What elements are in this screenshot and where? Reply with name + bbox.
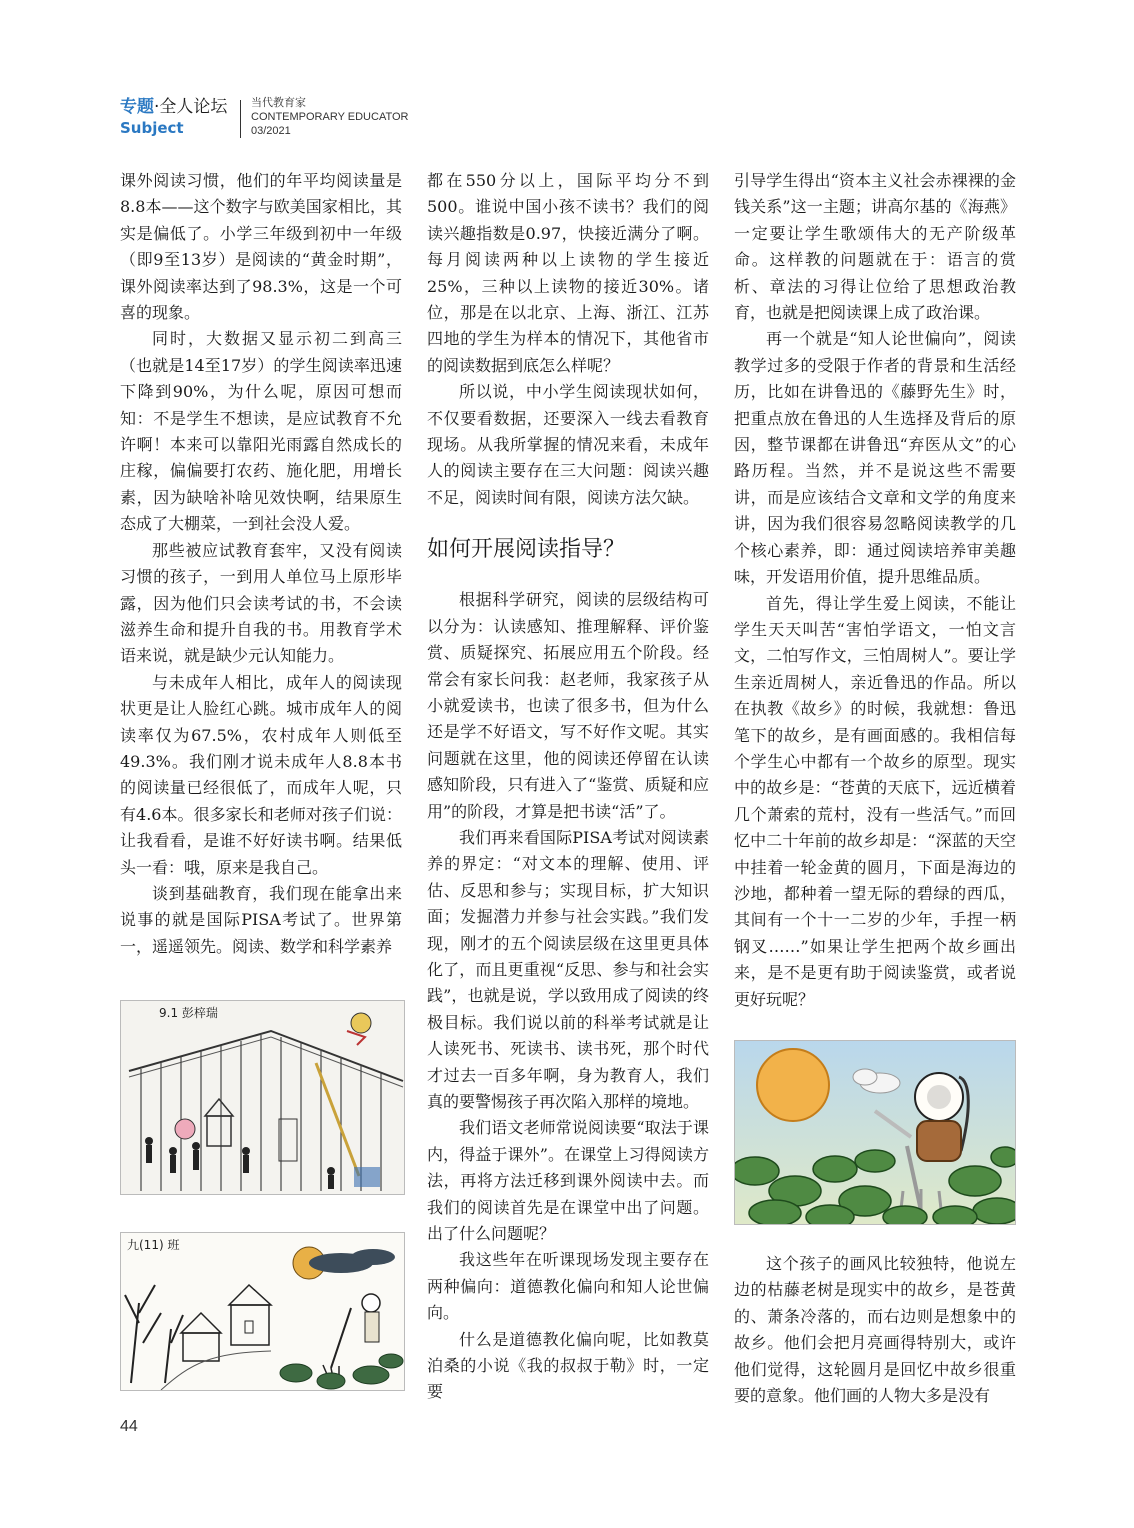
paragraph: 与未成年人相比，成年人的阅读现状更是让人脸红心跳。城市成年人的阅读率仅为67.5%，农村成年人则低至49.3%。我们刚才说未成年人8.8本书的阅读量已经很低了，而成年人呢，只有4.6本。很多家长和老师对孩子们说：让我看看，是谁不好好读书啊。结果低头一看：哦，原来是我自己。 (120, 672, 402, 877)
section-title: 如何开展阅读指导？ (427, 537, 626, 563)
drawing-village-illustration (121, 1233, 404, 1390)
page-number: 44 (120, 1418, 138, 1435)
brand-forum: ·全人论坛 (154, 97, 228, 117)
paragraph: 课外阅读习惯，他们的年平均阅读量是8.8本——这个数字与欧美国家相比，其实是偏低了。小学三年级到初中一年级（即9至13岁）是阅读的“黄金时期”，课外阅读率达到了98.3%，这是一个可喜的现象。 (120, 171, 402, 323)
paragraph: 引导学生得出“资本主义社会赤裸裸的金钱关系”这一主题；讲高尔基的《海燕》一定要让学生歌颂伟大的无产阶级革命。这样教的问题就在于：语言的赏析、章法的习得让位给了思想政治教育，也就是把阅读课上成了政治课。 (734, 171, 1016, 323)
magazine-info (251, 96, 409, 138)
drawing-moon-melon-illustration (735, 1041, 1015, 1224)
student-drawing-2 (120, 1232, 405, 1391)
paragraph: 同时，大数据又显示初二到高三（也就是14至17岁）的学生阅读率迅速下降到90%，为什么呢，原因可想而知：不是学生不想读，是应试教育不允许啊！本来可以靠阳光雨露自然成长的庄稼，偏偏要打农药、施化肥，用增长素，因为缺啥补啥见效快啊，结果原生态成了大棚菜，一到社会没人爱。 (120, 329, 402, 534)
issue-number: 03/2021 (251, 125, 291, 137)
magazine-name-cn: 当代教育家 (251, 97, 306, 109)
paragraph: 什么是道德教化偏向呢，比如教莫泊桑的小说《我的叔叔于勒》时，一定要 (427, 1329, 709, 1402)
paragraph: 谈到基础教育，我们现在能拿出来说事的就是国际PISA考试了。世界第一，遥遥领先。阅读、数学和科学素养 (120, 883, 402, 956)
paragraph: 都在550分以上，国际平均分不到500。谁说中国小孩不读书？我们的阅读兴趣指数是0.97，快接近满分了啊。每月阅读两种以上读物的学生接近25%，三种以上读物的接近30%。诸位，那是在以北京、上海、浙江、江苏四地的学生为样本的情况下，其他省市的阅读数据到底怎么样呢？ (427, 171, 709, 375)
magazine-name-en: CONTEMPORARY EDUCATOR (251, 111, 409, 123)
student-drawing-3 (734, 1040, 1016, 1225)
paragraph: 首先，得让学生爱上阅读，不能让学生天天叫苦“害怕学语文，一怕文言文，二怕写作文，三怕周树人”。要让学生亲近周树人，亲近鲁迅的作品。所以在执教《故乡》的时候，我就想：鲁迅笔下的故乡，是有画面感的。我相信每个学生心中都有一个故乡的原型。现实中的故乡是：“苍黄的天底下，远近横着几个萧索的荒村，没有一些活气。”而回忆中二十年前的故乡却是：“深蓝的天空中挂着一轮金黄的圆月，下面是海边的沙地，都种着一望无际的碧绿的西瓜，其间有一个十一二岁的少年，手捏一柄钢叉……”如果让学生把两个故乡画出来，是不是更有助于阅读鉴赏，或者说更好玩呢？ (734, 593, 1016, 1009)
brand-main: 专题 (120, 97, 154, 117)
header-divider (240, 100, 241, 138)
column-brand (120, 96, 238, 138)
paragraph: 我们语文老师常说阅读要“取法于课内，得益于课外”。在课堂上习得阅读方法，再将方法迁移到课外阅读中去。而我们的阅读首先是在课堂中出了问题。出了什么问题呢？ (427, 1118, 709, 1244)
drawing-2-handwriting: 九(11) 班 (127, 1238, 180, 1252)
paragraph: 所以说，中小学生阅读现状如何，不仅要看数据，还要深入一线去看教育现场。从我所掌握的情况来看，未成年人的阅读主要存在三大问题：阅读兴趣不足，阅读时间有限，阅读方法欠缺。 (427, 382, 709, 507)
column-2 (427, 168, 709, 1406)
drawing-barn-illustration (121, 1001, 404, 1194)
paragraph: 我这些年在听课现场发现主要存在两种偏向：道德教化偏向和知人论世偏向。 (427, 1250, 709, 1323)
drawing-1-handwriting: 9.1 彭梓瑞 (159, 1006, 218, 1020)
paragraph: 再一个就是“知人论世偏向”，阅读教学过多的受限于作者的背景和生活经历，比如在讲鲁迅的《藤野先生》时，把重点放在鲁迅的人生选择及背后的原因，整节课都在讲鲁迅“弃医从文”的心路历程。当然，并不是说这些不需要讲，而是应该结合文章和文学的角度来讲，因为我们很容易忽略阅读教学的几个核心素养，即：通过阅读培养审美趣味，开发语用价值，提升思维品质。 (734, 329, 1016, 587)
column-1 (120, 168, 402, 960)
student-drawing-1 (120, 1000, 405, 1195)
paragraph: 根据科学研究，阅读的层级结构可以分为：认读感知、推理解释、评价鉴赏、质疑探究、拓展应用五个阶段。经常会有家长问我：赵老师，我家孩子从小就爱读书，也读了很多书，但为什么还是学不好语文，写不好作文呢。其实问题就在这里，他的阅读还停留在认读感知阶段，只有进入了“鉴赏、质疑和应用”的阶段，才算是把书读“活”了。 (427, 590, 709, 821)
paragraph: 这个孩子的画风比较独特，他说左边的枯藤老树是现实中的故乡，是苍黄的、萧条冷落的，而右边则是想象中的故乡。他们会把月亮画得特别大，或许他们觉得，这轮圆月是回忆中故乡很重要的意象。他们画的人物大多是没有 (734, 1254, 1016, 1406)
brand-sub: Subject (120, 119, 184, 137)
paragraph: 那些被应试教育套牢，又没有阅读习惯的孩子，一到用人单位马上原形毕露，因为他们只会读考试的书，不会读滋养生命和提升自我的书。用教育学术语来说，就是缺少元认知能力。 (120, 540, 402, 666)
paragraph: 我们再来看国际PISA考试对阅读素养的界定：“对文本的理解、使用、评估、反思和参与；实现目标，扩大知识面；发掘潜力并参与社会实践。”我们发现，刚才的五个阅读层级在这里更具体化了，而且更重视“反思、参与和社会实践”，也就是说，学以致用成了阅读的终极目标。我们说以前的科举考试就是让人读死书、死读书、读书死，那个时代才过去一百多年啊，身为教育人，我们真的要警惕孩子再次陷入那样的境地。 (427, 827, 709, 1111)
